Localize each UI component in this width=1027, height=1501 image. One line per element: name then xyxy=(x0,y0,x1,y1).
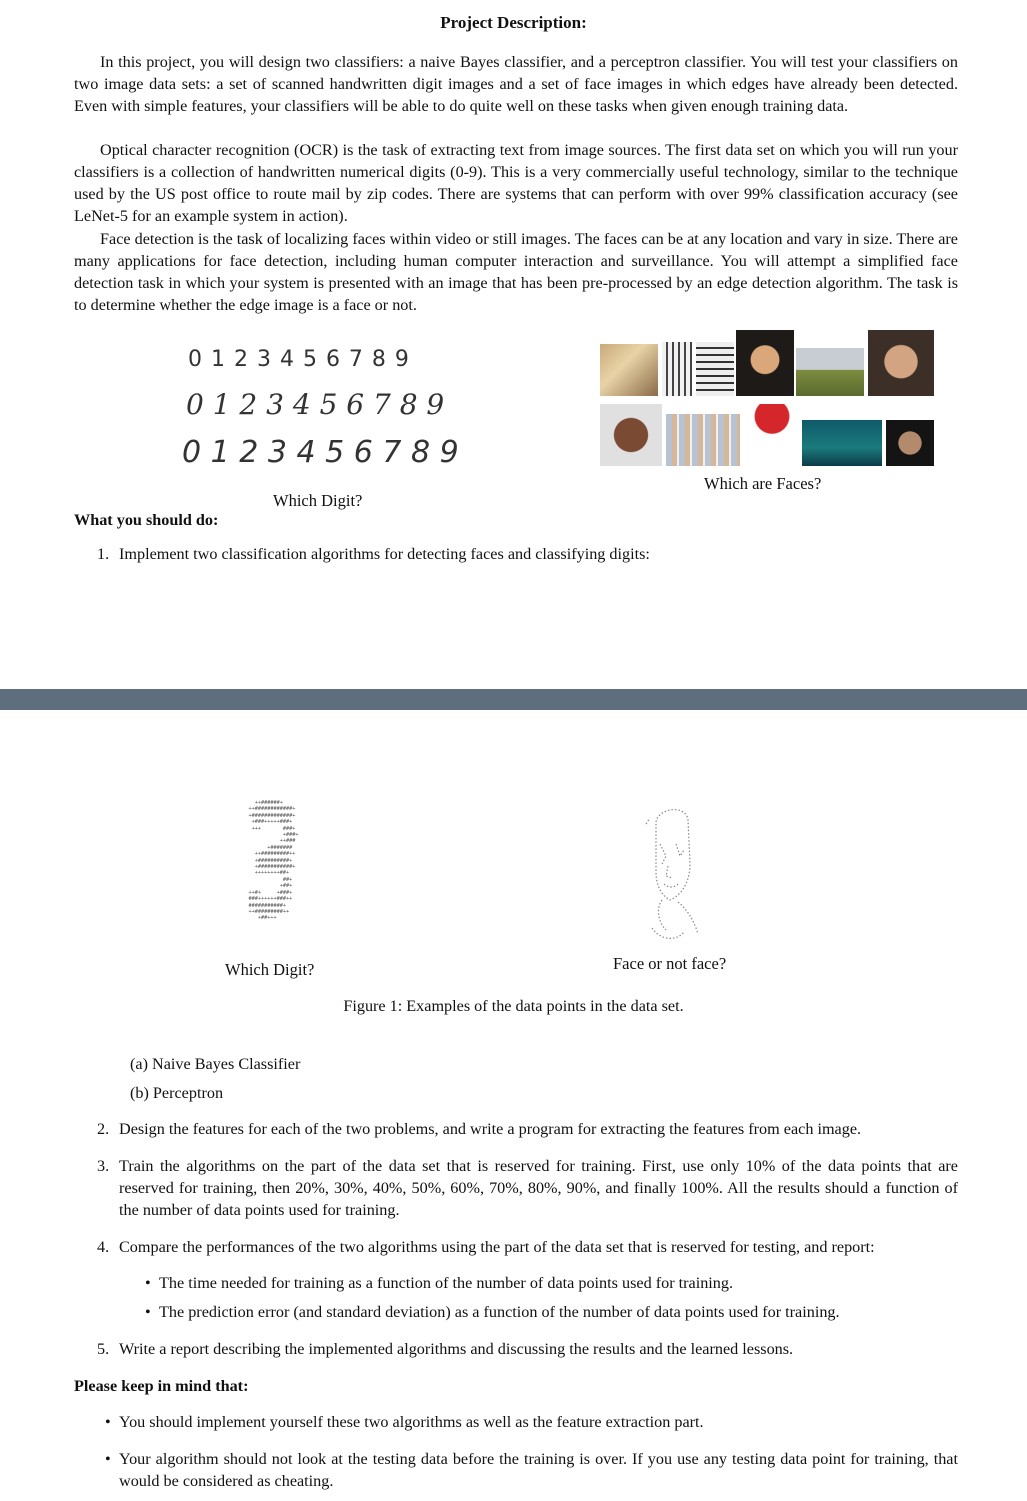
list-text: Compare the performances of the two algorithms using the part of the data set that is reserved for testing, and report: xyxy=(119,1238,875,1256)
section-heading-todo: What you should do: xyxy=(74,511,219,529)
page-divider xyxy=(0,689,1027,710)
masks-photo xyxy=(662,342,692,396)
paragraph-ocr: Optical character recognition (OCR) is the task of extracting text from image sources. The first data set on which you will run your classifiers is a collection of handwritten numerical digits (0-9). This is a very commercially useful technology, similar to the technique used by the US post office to route mail by zip codes. There are systems that can perform with over 99% classification accuracy (see LeNet-5 for an example system in action). xyxy=(74,141,958,225)
list-number: 4. xyxy=(97,1238,110,1256)
face-photo-man-4 xyxy=(886,420,934,466)
caption-which-digit-bottom: Which Digit? xyxy=(225,960,315,979)
face-photo-man-3 xyxy=(600,404,662,466)
list-number: 1. xyxy=(97,545,110,563)
bullet-icon: • xyxy=(105,1413,111,1431)
list-text: Write a report describing the implemented algorithms and discussing the results and the learned lessons. xyxy=(119,1340,794,1358)
bullet-no-testing-data: Your algorithm should not look at the testing data before the training is over. If you use any testing data point for training, that would be considered as cheating. xyxy=(119,1450,958,1490)
faces-collage-image xyxy=(600,330,936,470)
digits-row-3: 0 1 2 3 4 5 6 7 8 9 xyxy=(182,435,459,470)
thumbnail-grid-photo xyxy=(666,414,740,466)
face-photo-man xyxy=(736,330,794,396)
paragraph-face-detection: Face detection is the task of localizing faces within video or still images. The faces can be at any location and vary in size. There are many applications for face detection, including human computer interaction and surveillance. You will attempt a simplified face detection task in which your system is presented with an image that has been pre-processed by an edge detection algorithm. The task is to determine whether the edge image is a face or not. xyxy=(74,230,958,314)
sub-item-b: (b) Perceptron xyxy=(130,1084,224,1102)
page-title: Project Description: xyxy=(440,13,587,32)
ascii-digit-image: ++######+ ++############+ +#############+ +###+++++###+ +++ ###+ +###+ ++### +####### ++#########++ +##########+ +###########+ ++++++++##+ ##+ +##+ ++#+ +###+ ###++++++###++ ###########+ ++#########++ +##+++ xyxy=(248,800,299,922)
landscape-photo xyxy=(796,348,864,396)
face-photo-woman xyxy=(600,344,658,396)
face-edge-image xyxy=(636,804,726,954)
face-photo-man-2 xyxy=(868,330,934,396)
list-number: 5. xyxy=(97,1340,110,1358)
section-heading-mind: Please keep in mind that: xyxy=(74,1377,249,1395)
bullet-icon: • xyxy=(105,1450,111,1468)
masks-photo-2 xyxy=(696,342,734,396)
caption-which-are-faces: Which are Faces? xyxy=(704,474,822,493)
list-number: 3. xyxy=(97,1157,110,1175)
bullet-icon: • xyxy=(145,1274,151,1292)
list-number: 2. xyxy=(97,1120,110,1138)
digits-row-1: 0 1 2 3 4 5 6 7 8 9 xyxy=(188,347,410,372)
slide-photo xyxy=(802,420,882,466)
caption-which-digit: Which Digit? xyxy=(273,491,363,510)
bullet-icon: • xyxy=(145,1303,151,1321)
list-text: Implement two classification algorithms for detecting faces and classifying digits: xyxy=(119,545,650,563)
digits-row-2: 0 1 2 3 4 5 6 7 8 9 xyxy=(186,388,445,421)
logo-photo xyxy=(746,404,798,466)
paragraph-intro: In this project, you will design two classifiers: a naive Bayes classifier, and a perceptron classifier. You will test your classifiers on two image data sets: a set of scanned handwritten digit images and a set of face images in which edges have already been detected. Even with simple features, your classifiers will be able to do quite well on these tasks when given enough training data. xyxy=(74,53,958,115)
handwritten-digits-image xyxy=(180,338,480,478)
bullet-implement-yourself: You should implement yourself these two algorithms as well as the feature extraction part. xyxy=(119,1413,704,1431)
bullet-prediction-error: The prediction error (and standard deviation) as a function of the number of data points used for training. xyxy=(159,1303,840,1321)
list-text: Design the features for each of the two problems, and write a program for extracting the features from each image. xyxy=(119,1120,862,1138)
caption-face-or-not: Face or not face? xyxy=(613,954,727,973)
sub-item-a: (a) Naive Bayes Classifier xyxy=(130,1055,301,1073)
list-text: Train the algorithms on the part of the data set that is reserved for training. First, use only 10% of the data points that are reserved for training, then 20%, 30%, 40%, 50%, 60%, 70%, 80%, 90%, and finally 100%. All the results should a function of the number of data points used for training. xyxy=(119,1157,958,1219)
bullet-training-time: The time needed for training as a function of the number of data points used for training. xyxy=(159,1274,734,1292)
figure-caption: Figure 1: Examples of the data points in the data set. xyxy=(343,997,684,1015)
